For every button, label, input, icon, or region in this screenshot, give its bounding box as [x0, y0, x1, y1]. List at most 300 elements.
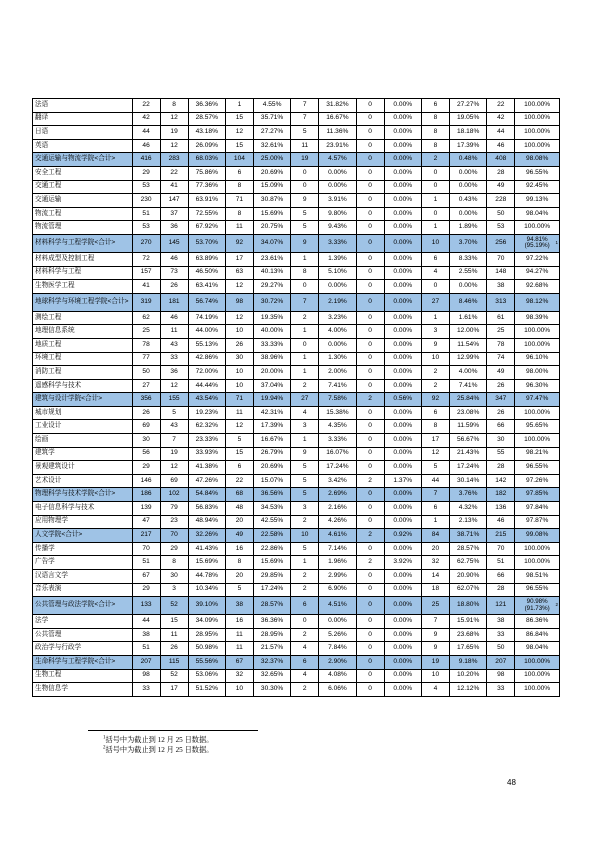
value-cell: 0 — [356, 153, 384, 167]
value-cell: 12.99% — [449, 352, 486, 366]
value-cell: 46.50% — [188, 266, 225, 280]
value-cell: 62.75% — [449, 556, 486, 570]
table-row — [33, 280, 560, 294]
value-cell: 4.08% — [319, 669, 356, 683]
value-cell: 78 — [487, 338, 515, 352]
value-cell: 2 — [291, 628, 319, 642]
value-cell: 0.00% — [384, 628, 421, 642]
value-cell: 86.36% — [515, 615, 560, 629]
college-total-row — [33, 153, 560, 167]
value-cell: 148 — [487, 266, 515, 280]
value-cell: 207 — [487, 655, 515, 669]
table-row — [33, 352, 560, 366]
value-cell: 0.00% — [384, 502, 421, 516]
value-cell: 5 — [291, 474, 319, 488]
value-cell: 70 — [487, 252, 515, 266]
value-cell: 72 — [132, 252, 160, 266]
value-cell: 23.33% — [188, 434, 225, 448]
value-cell: 26 — [132, 406, 160, 420]
major-name-cell: 测绘工程 — [33, 311, 133, 325]
value-cell: 44 — [487, 126, 515, 140]
value-cell: 3.42% — [319, 474, 356, 488]
value-cell: 207 — [132, 655, 160, 669]
value-cell: 40.00% — [253, 325, 290, 339]
value-cell: 32 — [421, 556, 449, 570]
value-cell: 104 — [225, 153, 253, 167]
value-cell: 50 — [487, 642, 515, 656]
value-cell: 56.83% — [188, 502, 225, 516]
table-row — [33, 642, 560, 656]
value-cell: 42.31% — [253, 406, 290, 420]
value-cell: 38 — [487, 615, 515, 629]
value-cell: 0.00% — [449, 180, 486, 194]
value-cell: 16.07% — [319, 447, 356, 461]
value-cell: 0.00% — [384, 461, 421, 475]
value-cell: 29 — [132, 461, 160, 475]
value-cell: 62 — [132, 311, 160, 325]
value-cell: 50.98% — [188, 642, 225, 656]
value-cell: 1 — [421, 515, 449, 529]
value-cell: 43.18% — [188, 126, 225, 140]
value-cell: 0.00% — [384, 112, 421, 126]
value-cell: 74.19% — [188, 311, 225, 325]
value-cell: 42 — [487, 112, 515, 126]
value-cell: 97.22% — [515, 252, 560, 266]
value-cell: 5 — [291, 126, 319, 140]
major-name-cell: 景观建筑设计 — [33, 461, 133, 475]
value-cell: 0 — [356, 642, 384, 656]
value-cell: 72.00% — [188, 366, 225, 380]
value-cell: 68 — [225, 488, 253, 502]
value-cell: 0.00% — [384, 207, 421, 221]
value-cell: 12.12% — [449, 683, 486, 697]
value-cell: 0.00% — [384, 669, 421, 683]
value-cell: 8 — [291, 266, 319, 280]
value-cell: 0 — [291, 280, 319, 294]
value-cell: 51 — [132, 556, 160, 570]
value-cell: 136 — [487, 502, 515, 516]
value-cell: 29 — [160, 542, 188, 556]
value-cell: 2 — [356, 474, 384, 488]
value-cell: 43 — [160, 420, 188, 434]
value-cell: 9.43% — [319, 221, 356, 235]
value-cell: 4 — [421, 266, 449, 280]
value-cell: 19 — [421, 655, 449, 669]
value-cell: 11 — [160, 325, 188, 339]
value-cell: 0 — [356, 293, 384, 311]
value-cell: 0.00% — [384, 655, 421, 669]
value-cell: 8 — [421, 420, 449, 434]
value-cell: 20.90% — [449, 570, 486, 584]
value-cell: 11 — [291, 139, 319, 153]
value-cell: 51 — [487, 556, 515, 570]
value-cell: 0 — [356, 234, 384, 252]
value-cell: 6 — [291, 597, 319, 615]
major-name-cell: 翻译 — [33, 112, 133, 126]
value-cell: 3 — [291, 502, 319, 516]
table-row — [33, 447, 560, 461]
value-cell: 0.00% — [449, 207, 486, 221]
value-cell: 40.13% — [253, 266, 290, 280]
major-name-cell: 交通运输与物流学院<合计> — [33, 153, 133, 167]
value-cell: 15.38% — [319, 406, 356, 420]
value-cell: 46 — [132, 139, 160, 153]
value-cell: 48 — [225, 502, 253, 516]
value-cell: 2.13% — [449, 515, 486, 529]
value-cell: 5 — [291, 207, 319, 221]
value-cell: 7 — [160, 434, 188, 448]
value-cell: 95.65% — [515, 420, 560, 434]
value-cell: 2 — [356, 529, 384, 543]
value-cell: 33 — [487, 683, 515, 697]
value-cell: 12 — [160, 139, 188, 153]
value-cell: 157 — [132, 266, 160, 280]
value-cell: 19 — [160, 447, 188, 461]
value-cell: 0.00% — [384, 379, 421, 393]
value-cell: 5.26% — [319, 628, 356, 642]
employment-statistics-table — [32, 98, 560, 697]
value-cell: 26 — [160, 642, 188, 656]
value-cell: 2 — [356, 393, 384, 407]
value-cell: 33 — [132, 683, 160, 697]
value-cell: 0.00% — [384, 252, 421, 266]
value-cell: 10.34% — [188, 583, 225, 597]
value-cell: 17.65% — [449, 642, 486, 656]
value-cell: 98.12% — [515, 293, 560, 311]
major-name-cell: 环境工程 — [33, 352, 133, 366]
value-cell: 12.00% — [449, 325, 486, 339]
value-cell: 97.85% — [515, 488, 560, 502]
value-cell: 2 — [356, 556, 384, 570]
major-name-cell: 交通运输 — [33, 194, 133, 208]
value-cell: 11.59% — [449, 420, 486, 434]
value-cell: 9 — [421, 642, 449, 656]
value-cell: 2 — [291, 515, 319, 529]
value-cell: 2.90% — [319, 655, 356, 669]
value-cell: 0.92% — [384, 529, 421, 543]
value-cell: 100.00% — [515, 669, 560, 683]
college-total-row — [33, 488, 560, 502]
value-cell: 0.00% — [384, 615, 421, 629]
value-cell: 0 — [356, 447, 384, 461]
value-cell: 0 — [291, 338, 319, 352]
value-cell: 92.68% — [515, 280, 560, 294]
value-cell: 16.67% — [319, 112, 356, 126]
value-cell: 34.07% — [253, 234, 290, 252]
value-cell: 10 — [225, 366, 253, 380]
value-cell: 1 — [291, 352, 319, 366]
value-cell: 182 — [487, 488, 515, 502]
value-cell: 5 — [225, 583, 253, 597]
value-cell: 74 — [487, 352, 515, 366]
value-cell: 44.44% — [188, 379, 225, 393]
table-row — [33, 502, 560, 516]
value-cell: 0 — [356, 112, 384, 126]
value-cell: 3.91% — [319, 194, 356, 208]
value-cell: 2 — [291, 583, 319, 597]
value-cell: 0.00% — [319, 280, 356, 294]
value-cell: 92.45% — [515, 180, 560, 194]
value-cell: 67 — [225, 655, 253, 669]
value-cell: 215 — [487, 529, 515, 543]
value-cell: 25 — [421, 597, 449, 615]
value-cell: 51 — [132, 207, 160, 221]
major-name-cell: 政治学与行政学 — [33, 642, 133, 656]
value-cell: 98.51% — [515, 570, 560, 584]
table-row — [33, 194, 560, 208]
value-cell: 29.27% — [253, 280, 290, 294]
value-cell: 9 — [421, 338, 449, 352]
value-cell: 0.48% — [449, 153, 486, 167]
value-cell: 20.69% — [253, 166, 290, 180]
value-cell: 30 — [132, 434, 160, 448]
value-cell: 17.39% — [253, 420, 290, 434]
value-cell: 63 — [225, 266, 253, 280]
value-cell: 0 — [356, 515, 384, 529]
value-cell: 7 — [291, 293, 319, 311]
value-cell: 7.84% — [319, 642, 356, 656]
value-cell: 0.00% — [319, 338, 356, 352]
value-cell: 11 — [225, 628, 253, 642]
table-row — [33, 252, 560, 266]
value-cell: 56 — [132, 447, 160, 461]
value-cell: 0.00% — [384, 153, 421, 167]
value-cell: 30 — [160, 570, 188, 584]
major-name-cell: 物理科学与技术学院<合计> — [33, 488, 133, 502]
value-cell: 0.00% — [384, 126, 421, 140]
value-cell: 30.72% — [253, 293, 290, 311]
value-cell: 8 — [225, 556, 253, 570]
value-cell: 100.00% — [515, 683, 560, 697]
value-cell: 0 — [356, 583, 384, 597]
value-cell: 27 — [291, 393, 319, 407]
table-row — [33, 420, 560, 434]
value-cell: 121 — [487, 597, 515, 615]
table-row — [33, 669, 560, 683]
rate-value-dec25: (95.19%) — [524, 242, 550, 250]
value-cell: 17 — [225, 252, 253, 266]
value-cell: 10.20% — [449, 669, 486, 683]
value-cell: 100.00% — [515, 139, 560, 153]
value-cell: 12 — [225, 311, 253, 325]
value-cell: 5 — [160, 406, 188, 420]
major-name-cell: 工业设计 — [33, 420, 133, 434]
rate-value-dec25: (91.73%) — [524, 604, 550, 612]
major-name-cell: 人文学院<合计> — [33, 529, 133, 543]
value-cell: 0 — [421, 180, 449, 194]
value-cell: 0.00% — [384, 311, 421, 325]
value-cell: 37.04% — [253, 379, 290, 393]
value-cell: 77.36% — [188, 180, 225, 194]
value-cell: 0 — [421, 207, 449, 221]
value-cell: 0.00% — [384, 488, 421, 502]
value-cell: 10 — [421, 234, 449, 252]
college-total-row — [33, 529, 560, 543]
value-cell: 1.96% — [319, 556, 356, 570]
value-cell: 4.57% — [319, 153, 356, 167]
value-cell: 142 — [487, 474, 515, 488]
value-cell: 8 — [421, 112, 449, 126]
table-row — [33, 683, 560, 697]
value-cell: 46 — [160, 252, 188, 266]
value-cell: 23.08% — [449, 406, 486, 420]
value-cell: 100.00% — [515, 556, 560, 570]
value-cell: 9 — [291, 234, 319, 252]
value-cell: 0.00% — [384, 338, 421, 352]
value-cell: 17.24% — [319, 461, 356, 475]
value-cell: 15 — [160, 615, 188, 629]
value-cell: 84 — [421, 529, 449, 543]
value-cell: 6 — [421, 252, 449, 266]
major-name-cell: 物流管理 — [33, 221, 133, 235]
value-cell: 1.37% — [384, 474, 421, 488]
value-cell: 46 — [487, 139, 515, 153]
value-cell: 20.75% — [253, 221, 290, 235]
table-row — [33, 379, 560, 393]
value-cell: 0.00% — [384, 221, 421, 235]
major-name-cell: 音乐表演 — [33, 583, 133, 597]
value-cell: 1 — [421, 194, 449, 208]
value-cell: 49 — [225, 529, 253, 543]
rate-cell-with-note — [515, 234, 560, 252]
value-cell: 3.76% — [449, 488, 486, 502]
table-row — [33, 366, 560, 380]
major-name-cell: 公共管理与政法学院<合计> — [33, 597, 133, 615]
value-cell: 4 — [291, 406, 319, 420]
value-cell: 0.43% — [449, 194, 486, 208]
value-cell: 29.85% — [253, 570, 290, 584]
value-cell: 0.00% — [384, 366, 421, 380]
value-cell: 33.93% — [188, 447, 225, 461]
value-cell: 53 — [487, 221, 515, 235]
value-cell: 92 — [225, 234, 253, 252]
value-cell: 270 — [132, 234, 160, 252]
value-cell: 97.87% — [515, 515, 560, 529]
table-row — [33, 221, 560, 235]
value-cell: 0 — [291, 166, 319, 180]
value-cell: 1 — [421, 221, 449, 235]
value-cell: 18.18% — [449, 126, 486, 140]
value-cell: 20.69% — [253, 461, 290, 475]
table-row — [33, 266, 560, 280]
value-cell: 32.37% — [253, 655, 290, 669]
value-cell: 63.41% — [188, 280, 225, 294]
value-cell: 68.03% — [188, 153, 225, 167]
value-cell: 46 — [160, 311, 188, 325]
table-row — [33, 406, 560, 420]
value-cell: 6.06% — [319, 683, 356, 697]
value-cell: 22 — [132, 99, 160, 113]
value-cell: 23 — [160, 515, 188, 529]
value-cell: 46 — [487, 515, 515, 529]
value-cell: 100.00% — [515, 112, 560, 126]
value-cell: 3.70% — [449, 234, 486, 252]
major-name-cell: 广告学 — [33, 556, 133, 570]
value-cell: 97.26% — [515, 474, 560, 488]
value-cell: 39.10% — [188, 597, 225, 615]
value-cell: 30.87% — [253, 194, 290, 208]
major-name-cell: 材料科学与工程 — [33, 266, 133, 280]
value-cell: 7 — [421, 488, 449, 502]
rate-value: 94.81% — [526, 236, 548, 244]
value-cell: 2 — [421, 153, 449, 167]
value-cell: 34.09% — [188, 615, 225, 629]
major-name-cell: 传播学 — [33, 542, 133, 556]
major-name-cell: 遥感科学与技术 — [33, 379, 133, 393]
value-cell: 0.00% — [319, 166, 356, 180]
value-cell: 98 — [487, 669, 515, 683]
value-cell: 0 — [356, 669, 384, 683]
value-cell: 28 — [487, 166, 515, 180]
value-cell: 12 — [160, 379, 188, 393]
value-cell: 30 — [225, 352, 253, 366]
value-cell: 98.21% — [515, 447, 560, 461]
value-cell: 28.57% — [253, 597, 290, 615]
value-cell: 416 — [132, 153, 160, 167]
value-cell: 7 — [291, 112, 319, 126]
value-cell: 22 — [225, 474, 253, 488]
value-cell: 9 — [421, 628, 449, 642]
value-cell: 26 — [225, 338, 253, 352]
value-cell: 32.65% — [253, 669, 290, 683]
table-row — [33, 338, 560, 352]
value-cell: 49 — [487, 366, 515, 380]
value-cell: 0 — [356, 126, 384, 140]
value-cell: 53 — [132, 221, 160, 235]
value-cell: 19.05% — [449, 112, 486, 126]
value-cell: 6.90% — [319, 583, 356, 597]
value-cell: 1 — [291, 252, 319, 266]
value-cell: 17.24% — [449, 461, 486, 475]
value-cell: 3 — [160, 583, 188, 597]
value-cell: 42 — [132, 112, 160, 126]
table-row — [33, 166, 560, 180]
value-cell: 4 — [421, 683, 449, 697]
value-cell: 72.55% — [188, 207, 225, 221]
value-cell: 20.00% — [253, 366, 290, 380]
value-cell: 0.00% — [384, 293, 421, 311]
value-cell: 3.92% — [384, 556, 421, 570]
major-name-cell: 生物信息学 — [33, 683, 133, 697]
value-cell: 98.00% — [515, 366, 560, 380]
value-cell: 38 — [487, 280, 515, 294]
value-cell: 0 — [356, 325, 384, 339]
value-cell: 0 — [356, 406, 384, 420]
major-name-cell: 消防工程 — [33, 366, 133, 380]
value-cell: 38.71% — [449, 529, 486, 543]
value-cell: 1 — [291, 434, 319, 448]
value-cell: 10 — [421, 352, 449, 366]
value-cell: 0 — [356, 221, 384, 235]
value-cell: 0 — [356, 597, 384, 615]
value-cell: 6 — [421, 406, 449, 420]
value-cell: 2 — [421, 379, 449, 393]
major-name-cell: 绘画 — [33, 434, 133, 448]
value-cell: 50 — [487, 207, 515, 221]
value-cell: 97.84% — [515, 502, 560, 516]
value-cell: 0 — [356, 655, 384, 669]
value-cell: 0 — [356, 542, 384, 556]
value-cell: 0 — [356, 338, 384, 352]
value-cell: 11 — [225, 406, 253, 420]
value-cell: 0 — [356, 628, 384, 642]
value-cell: 54.84% — [188, 488, 225, 502]
value-cell: 11 — [160, 628, 188, 642]
value-cell: 1 — [291, 556, 319, 570]
value-cell: 25.00% — [253, 153, 290, 167]
value-cell: 1.30% — [319, 352, 356, 366]
value-cell: 0.00% — [384, 234, 421, 252]
